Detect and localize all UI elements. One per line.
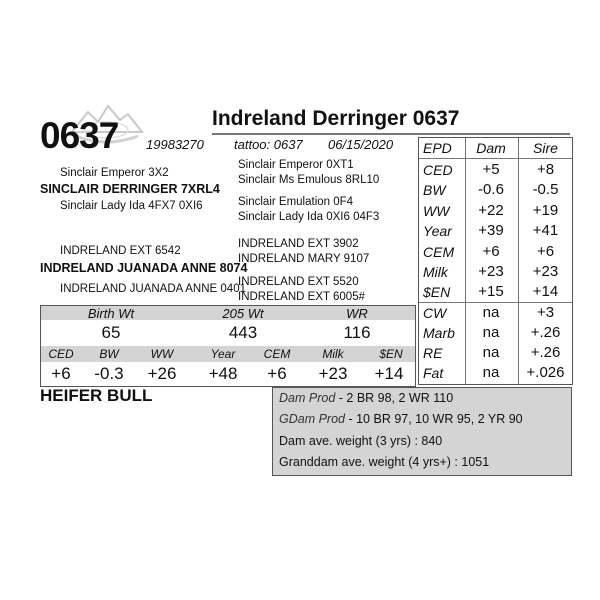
epd-row bbox=[419, 303, 572, 323]
trait-label: RE bbox=[423, 345, 443, 361]
header-rule bbox=[212, 133, 570, 135]
calf-epd-label: $EN bbox=[379, 347, 403, 361]
animal-name: Indreland Derringer 0637 bbox=[212, 107, 460, 130]
dam-prod-line bbox=[279, 390, 453, 406]
calf-epd-label: BW bbox=[99, 347, 119, 361]
sire-value: +8 bbox=[536, 161, 555, 178]
sire-value: +14 bbox=[532, 283, 559, 300]
trait-label: CEM bbox=[423, 244, 455, 260]
dam-value: +22 bbox=[478, 202, 504, 219]
sire-value: +6 bbox=[536, 243, 555, 260]
trait-label: $EN bbox=[423, 284, 451, 300]
dam-value: na bbox=[482, 344, 500, 361]
lot-number: 0637 bbox=[40, 115, 119, 156]
dam: INDRELAND JUANADA ANNE 8074 bbox=[40, 261, 248, 275]
trait-label: CED bbox=[423, 162, 453, 178]
epd-row bbox=[419, 242, 572, 262]
birth-wt-value: 65 bbox=[101, 323, 121, 342]
dam-header: Dam bbox=[476, 140, 506, 156]
calf-epd-value: +6 bbox=[51, 364, 71, 383]
epd-table bbox=[418, 137, 573, 385]
trait-label: WW bbox=[423, 203, 450, 219]
calf-epd-label: WW bbox=[150, 347, 174, 361]
dam-value: +39 bbox=[478, 222, 504, 239]
sire-sire-dam: Sinclair Ms Emulous 8RL10 bbox=[238, 174, 380, 186]
epd-row bbox=[419, 221, 572, 241]
sire-value: -0.5 bbox=[532, 181, 559, 198]
gdam-prod-value: - 10 BR 97, 10 WR 95, 2 YR 90 bbox=[345, 412, 523, 426]
dam-value: na bbox=[482, 364, 500, 381]
sex-label: HEIFER BULL bbox=[40, 386, 153, 405]
sire-value: +.26 bbox=[530, 344, 561, 361]
epd-row bbox=[419, 343, 572, 363]
trait-label: BW bbox=[423, 182, 446, 198]
calf-epd-label: CEM bbox=[263, 347, 291, 361]
dam-value: na bbox=[482, 324, 500, 341]
registration-number: 19983270 bbox=[146, 137, 204, 152]
calf-epd-value: -0.3 bbox=[94, 364, 124, 383]
sire-value: +.26 bbox=[530, 324, 561, 341]
calf-epd-label: Year bbox=[210, 347, 236, 361]
production-box bbox=[272, 387, 572, 476]
wr-value: 116 bbox=[343, 323, 371, 342]
epd-row bbox=[419, 363, 572, 383]
dam-value: +15 bbox=[478, 283, 504, 300]
epd-row bbox=[419, 180, 572, 200]
birth-wt-label: Birth Wt bbox=[87, 306, 135, 321]
dam-value: na bbox=[482, 304, 500, 321]
epd-header: EPD bbox=[423, 140, 452, 156]
calf-epd-value: +26 bbox=[147, 364, 177, 383]
dam-dam: INDRELAND JUANADA ANNE 0401 bbox=[60, 283, 246, 295]
wr-label: WR bbox=[346, 306, 368, 321]
dam-dam-sire: INDRELAND EXT 5520 bbox=[238, 276, 359, 288]
calf-epd-value: +6 bbox=[267, 364, 287, 383]
sire: SINCLAIR DERRINGER 7XRL4 bbox=[40, 182, 220, 196]
calf-epd-value: +48 bbox=[208, 364, 238, 383]
sire-sire: Sinclair Emperor 3X2 bbox=[60, 167, 169, 179]
sire-value: +41 bbox=[532, 222, 559, 239]
calf-epd-value: +14 bbox=[374, 364, 404, 383]
sire-value: +.026 bbox=[526, 364, 565, 381]
205-wt-value: 443 bbox=[228, 323, 258, 342]
dam-value: +6 bbox=[482, 243, 500, 260]
calf-epd-label: CED bbox=[48, 347, 74, 361]
dam-prod-label: Dam Prod bbox=[279, 391, 336, 405]
performance-box bbox=[40, 305, 416, 387]
dam-value: +5 bbox=[482, 161, 500, 178]
calf-epd-value: +23 bbox=[318, 364, 348, 383]
epd-header-row bbox=[419, 138, 572, 158]
sire-dam-sire: Sinclair Emulation 0F4 bbox=[238, 196, 354, 208]
sire-dam: Sinclair Lady Ida 4FX7 0XI6 bbox=[60, 200, 203, 212]
sire-dam-dam: Sinclair Lady Ida 0XI6 04F3 bbox=[238, 211, 380, 223]
dam-sire-sire: INDRELAND EXT 3902 bbox=[238, 238, 359, 250]
dam-sire: INDRELAND EXT 6542 bbox=[60, 245, 181, 257]
sire-value: +23 bbox=[532, 263, 559, 280]
dam-sire-dam: INDRELAND MARY 9107 bbox=[238, 253, 370, 265]
205-wt-label: 205 Wt bbox=[222, 306, 264, 321]
dam-value: -0.6 bbox=[478, 181, 504, 198]
epd-row bbox=[419, 160, 572, 180]
trait-label: Fat bbox=[423, 365, 444, 381]
birth-date: 06/15/2020 bbox=[328, 137, 394, 152]
gdam-prod-label: GDam Prod bbox=[279, 412, 345, 426]
trait-label: Milk bbox=[423, 264, 448, 280]
dam-value: +23 bbox=[478, 263, 504, 280]
sire-value: +3 bbox=[536, 304, 555, 321]
sire-value: +19 bbox=[532, 202, 559, 219]
calf-epd-label: Milk bbox=[322, 347, 344, 361]
tattoo: tattoo: 0637 bbox=[234, 137, 303, 152]
sire-header: Sire bbox=[533, 140, 558, 156]
epd-row bbox=[419, 262, 572, 282]
sire-sire-sire: Sinclair Emperor 0XT1 bbox=[238, 159, 354, 171]
gdam-prod-line bbox=[279, 411, 523, 427]
epd-row bbox=[419, 201, 572, 221]
dam-weight: Dam ave. weight (3 yrs) : 840 bbox=[279, 434, 443, 448]
granddam-weight: Granddam ave. weight (4 yrs+) : 1051 bbox=[279, 455, 490, 469]
dam-dam-dam: INDRELAND EXT 6005# bbox=[238, 291, 365, 303]
epd-row bbox=[419, 323, 572, 343]
trait-label: CW bbox=[423, 305, 447, 321]
dam-prod-value: - 2 BR 98, 2 WR 110 bbox=[335, 391, 454, 405]
epd-row bbox=[419, 282, 572, 302]
trait-label: Marb bbox=[423, 325, 455, 341]
trait-label: Year bbox=[423, 223, 452, 239]
